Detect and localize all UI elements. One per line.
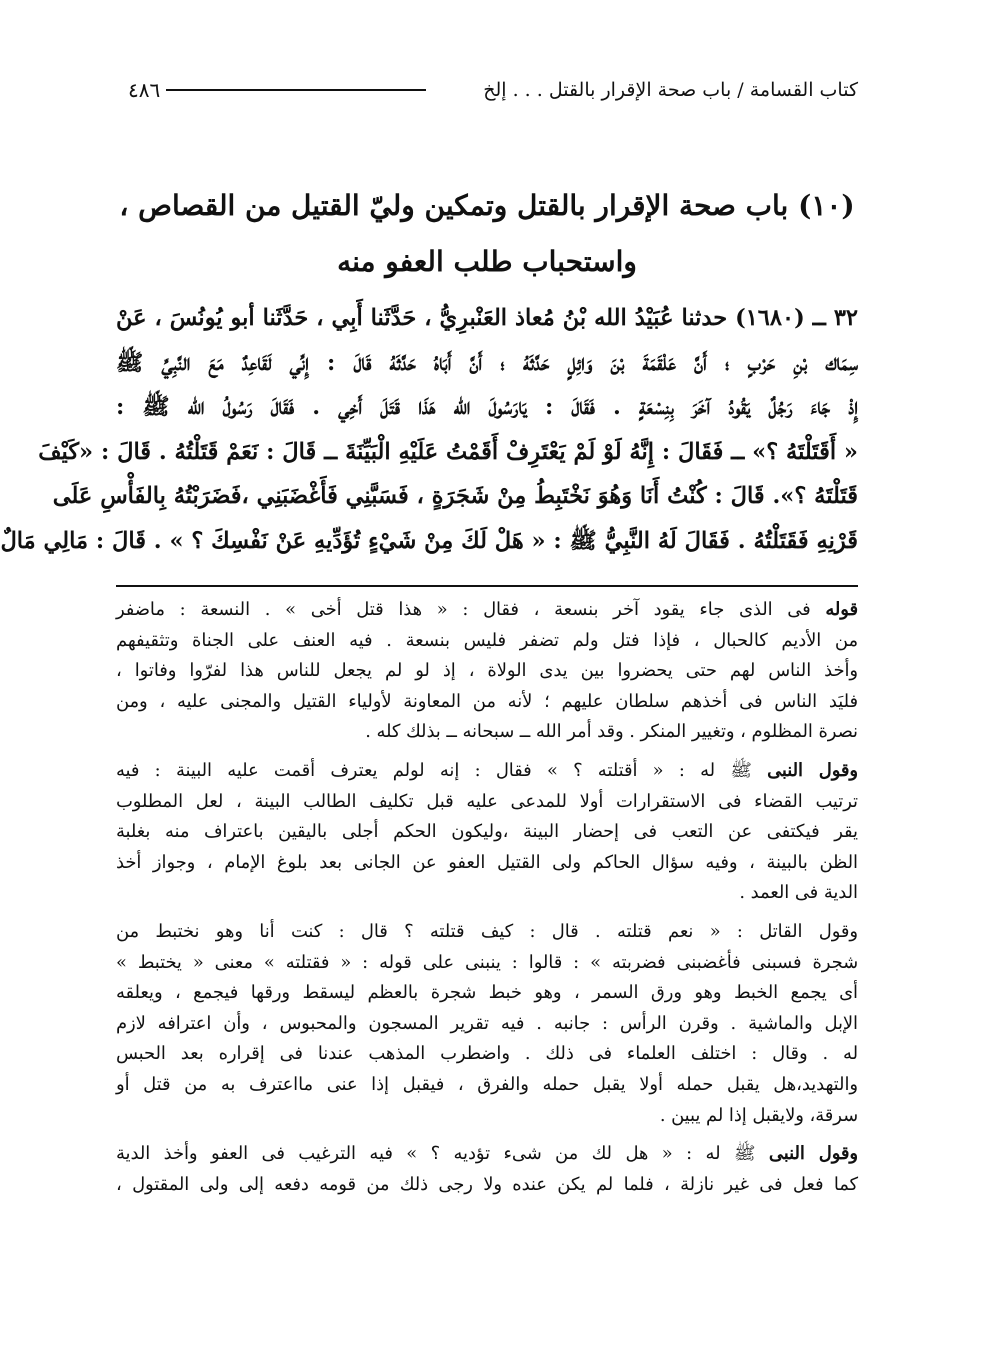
commentary-line: ترتيب القضاء فى الاستقرارات أولا للمدعى عليه قبل تكليف الطالب البينة ، لعل المطلوب bbox=[116, 790, 858, 812]
commentary-line: والتهديد،هل يقبل حمله أولا يقبل حمله والفرق ، فيقبل إذا عنى مااعترف به من قتل أو bbox=[116, 1073, 858, 1095]
commentary-line: شجرة فسبنى فأغضبنى فضربته » : قالوا : ينبنى على قوله : « فقتلته » معنى « يختبط » bbox=[116, 951, 858, 973]
commentary-line: الدية فى العمد . bbox=[739, 882, 858, 904]
hadith-line: سِمَاك بْنِ حَرْبٍ ؛ أَنَّ عَلْقَمَةَ بْنَ وَائِلٍ حَدَّثَهُ ؛ أَنَّ أَبَاهُ حَدَّثَهُ قَالَ : إِنِّي لَقَاعِدٌ مَعَ النَّبِيِّ ﷺ bbox=[116, 349, 858, 376]
commentary-line: الإبل والماشية . وقرن الرأس : جانبه . فيه تقرير المسجون والمحبوس ، وأن اعترافه لازم bbox=[116, 1012, 858, 1034]
commentary-line: الظن بالبينة ، وفيه سؤال الحاكم ولى القتيل العفو عن الجانى بعد بلوغ الإمام ، وجواز أخذ bbox=[116, 851, 858, 873]
commentary-line: وقول النبى ﷺ له : « أقتلته ؟ » فقال : إنه لولم يعترف أقمت عليه البينة : فيه bbox=[116, 759, 858, 781]
commentary-lead-word: وقول النبى bbox=[768, 1143, 858, 1165]
book-page bbox=[0, 70, 858, 1200]
commentary-divider bbox=[116, 585, 858, 587]
commentary-line: فليَد الناس فى أخذهم سلطان عليهم ؛ لأنه من المعاونة لأولياء القتيل والمجنى عليه ، ومن bbox=[116, 690, 858, 712]
commentary-line: وقول القاتل : « نعم قتلته . قال : كيف قتلته ؟ قال : كنت أنا وهو نختبط من bbox=[116, 920, 858, 942]
hadith-line: « أَقَتَلْتَهُ ؟» ــ فَقَالَ : إِنَّهُ لَوْ لَمْ يَعْتَرِفْ أَقَمْتُ عَلَيْهِ الْبَيِّنَةَ ــ قَالَ : نَعَمْ قَتَلْتُهُ . قَالَ : «كَيْفَ bbox=[38, 438, 858, 465]
chapter-title bbox=[116, 178, 858, 290]
commentary-paragraph bbox=[116, 1139, 858, 1200]
commentary-lead-word: وقول النبى bbox=[767, 759, 858, 781]
hadith-line: قَرْنِهِ فَقَتَلْتُهُ . فَقَالَ لَهُ النَّبِيُّ ﷺ : « هَلْ لَكَ مِنْ شَيْءٍ تُؤَدِّيهِ عَنْ نَفْسِكَ ؟ » . قَالَ : مَالِي مَالٌ bbox=[0, 527, 858, 554]
commentary-paragraph bbox=[116, 756, 858, 909]
commentary-paragraph bbox=[116, 917, 858, 1131]
hadith-line: إِذْ جَاءَ رَجُلٌ يَقُودُ آخَرَ بِنِسْعَةٍ . فَقَالَ : يَارَسُولَ الله هَذَا قَتَلَ أَخِي . فَقَالَ رَسُولُ الله ﷺ : bbox=[116, 394, 858, 420]
commentary-line: وأخذ الناس لهم حتى يحضروا بين يدى الولاة ، إذ لو لم يجعل للناس هذا لفرّوا وفاتوا ، bbox=[116, 660, 858, 682]
commentary-line: من الأديم كالحبال ، فإذا فتل ولم تضفر فليس بنسعة . فيه العنف على الجناة وتثقيفهم bbox=[116, 629, 858, 651]
page-number: ٤٨٦ bbox=[128, 78, 161, 102]
commentary bbox=[116, 595, 858, 1200]
commentary-line: نصرة المظلوم ، وتغيير المنكر . وقد أمر الله ــ سبحانه ــ بذلك كله . bbox=[365, 721, 858, 743]
running-header bbox=[116, 70, 858, 110]
header-rule bbox=[166, 89, 426, 91]
commentary-line: أى يجمع الخبط وهو ورق السمر ، وهو خبط شجرة بالعظم ليسقط ورقها فيجمع ، ويعلقه bbox=[116, 982, 858, 1004]
commentary-line: قوله فى الذى جاء يقود آخر بنسعة ، فقال : « هذا قتل أخى » . النسعة : ماضفر bbox=[116, 599, 858, 620]
commentary-line: له . وقال : اختلف العلماء فى ذلك . واضطرب المذهب عندنا فى إقراره بعد الحبس bbox=[116, 1043, 858, 1065]
running-title: كتاب القسامة / باب صحة الإقرار بالقتل . . . إلخ bbox=[483, 79, 858, 101]
commentary-line: كما فعل فى غير نازلة ، فلما لم يكن عنده ولا رجى ذلك من قومه دفعه إلى ولى المقتول ، bbox=[116, 1173, 858, 1195]
commentary-paragraph bbox=[116, 595, 858, 748]
hadith-line: ٣٢ ــ (١٦٨٠) حدثنا عُبَيْدُ الله بْنُ مُعاذ العَنْبرِيُّ ، حَدَّثَنا أَبِي ، حَدَّثَنا أبو يُونُسَ ، عَنْ bbox=[116, 305, 858, 331]
commentary-line: وقول النبى ﷺ له : « هل لك من شىء تؤديه ؟ » فيه الترغيب فى العفو وأخذ الدية bbox=[116, 1143, 858, 1165]
commentary-line: يقر فيكتفى عن التعب فى إحضار البينة ،وليكون الحكم أجلى باليقين باعتراف منه بغلبة bbox=[116, 821, 858, 843]
commentary-line: سرقة، ولايقبل إذا لم يبين . bbox=[659, 1104, 858, 1126]
commentary-lead-word: قوله bbox=[825, 599, 858, 620]
hadith-line: قَتَلْتَهُ ؟». قَالَ : كُنْتُ أَنَا وَهُوَ نَخْتَبِطُ مِنْ شَجَرَةٍ ، فَسَبَّنِي فَأَغْضَبَنِي ،فَضَرَبْتُهُ بِالفَأْسِ عَلَى bbox=[52, 483, 858, 509]
chapter-title-line-2: واستحباب طلب العفو منه bbox=[337, 245, 637, 278]
chapter-title-line-1: (١٠) باب صحة الإقرار بالقتل وتمكين وليّ القتيل من القصاص ، bbox=[119, 189, 855, 222]
hadith-text bbox=[0, 296, 858, 563]
